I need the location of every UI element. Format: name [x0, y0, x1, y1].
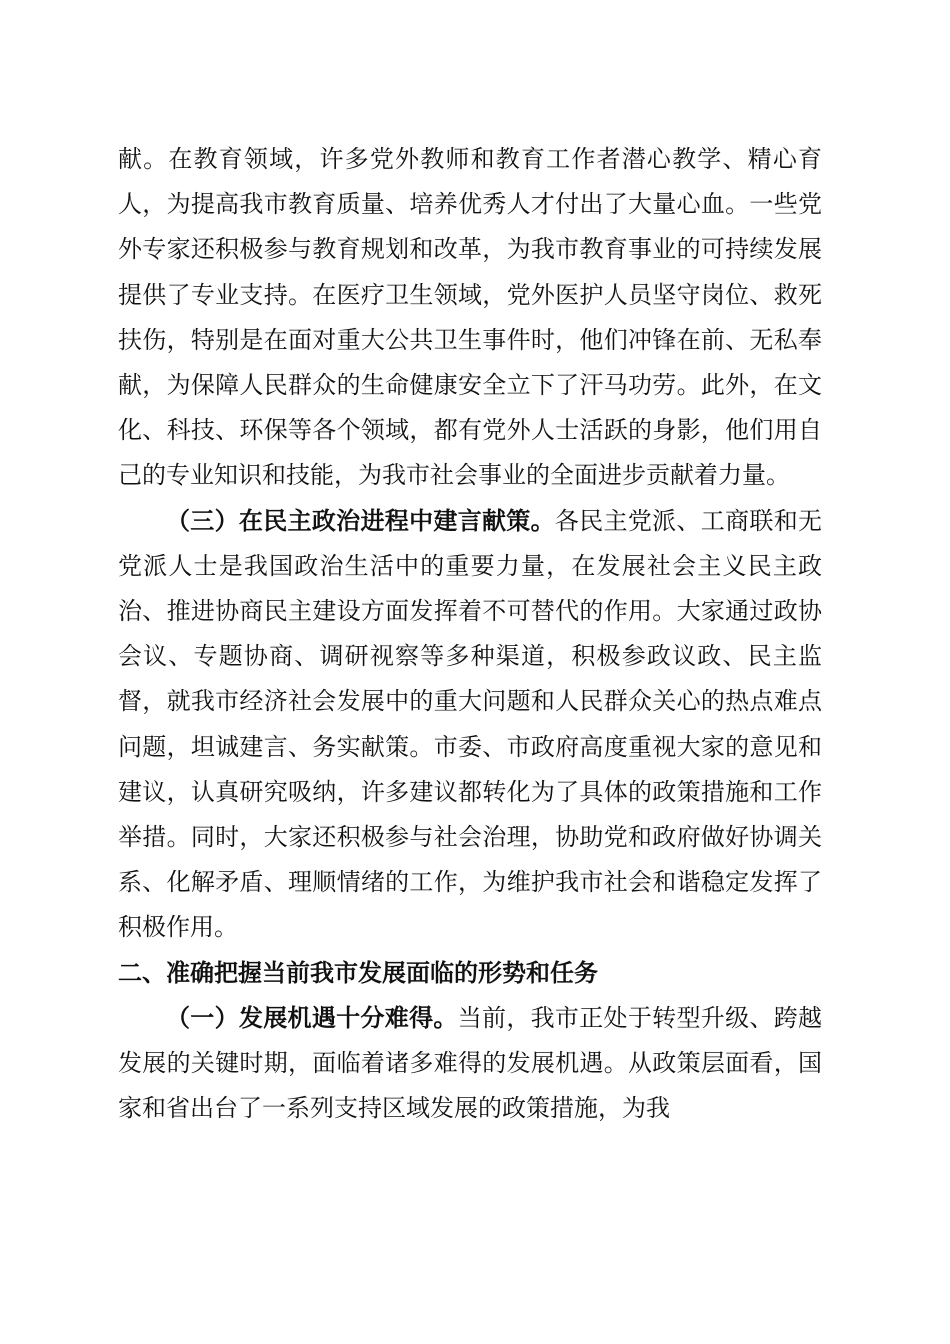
section-heading: 二、准确把握当前我市发展面临的形势和任务 — [118, 958, 598, 987]
paragraph-text: 当前，我市正处于转型升级、跨越发展的关键时期，面临着诸多难得的发展机遇。从政策层面看，国家和省出台了一系列支持区域发展的政策措施，为我 — [118, 1003, 823, 1123]
paragraph-text: 献。在教育领域，许多党外教师和教育工作者潜心教学、精心育人，为提高我市教育质量、培养优秀人才付出了大量心血。一些党外专家还积极参与教育规划和改革，为我市教育事业的可持续发展提供了专业支持。在医疗卫生领域，党外医护人员坚守岗位、救死扶伤，特别是在面对重大公共卫生事件时，他们冲锋在前、无私奉献，为保障人民群众的生命健康安全立下了汗马功劳。此外，在文化、科技、环保等各个领域，都有党外人士活跃的身影，他们用自己的专业知识和技能，为我市社会事业的全面进步贡献着力量。 — [118, 145, 822, 490]
paragraph-continuation — [118, 137, 822, 499]
document-body — [118, 137, 822, 1131]
paragraph-opportunities — [118, 996, 822, 1132]
paragraph-text: 各民主党派、工商联和无党派人士是我国政治生活中的重要力量，在发展社会主义民主政治、推进协商民主建设方面发挥着不可替代的作用。大家通过政协会议、专题协商、调研视察等多种渠道，积极参政议政、民主监督，就我市经济社会发展中的重大问题和人民群众关心的热点难点问题，坦诚建言、务实献策。市委、市政府高度重视大家的意见和建议，认真研究吸纳，许多建议都转化为了具体的政策措施和工作举措。同时，大家还积极参与社会治理，协助党和政府做好协调关系、化解矛盾、理顺情绪的工作，为维护我市社会和谐稳定发挥了积极作用。 — [118, 506, 822, 942]
paragraph-lead: （一）发展机遇十分难得。 — [166, 1003, 458, 1032]
paragraph-democratic-politics — [118, 499, 822, 951]
paragraph-lead: （三）在民主政治进程中建言献策。 — [166, 506, 555, 535]
